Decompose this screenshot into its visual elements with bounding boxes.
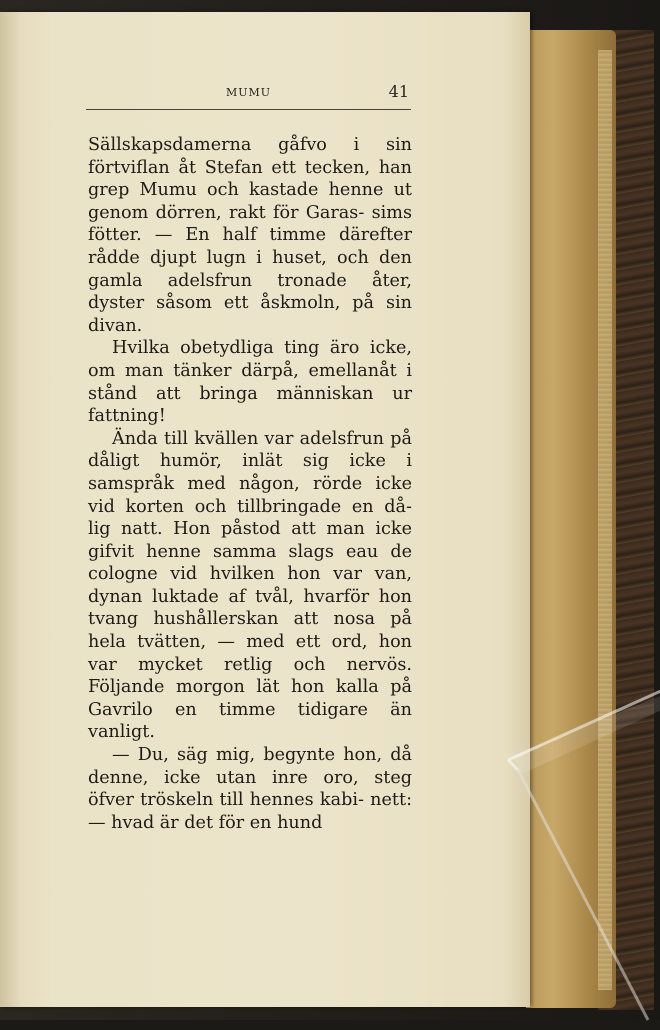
page-header — [86, 74, 411, 110]
body-text — [88, 134, 412, 834]
paragraph: Sällskapsdamerna gåfvo i sin förtviflan åt Stefan ett tecken, han grep Mumu och kastade henne ut genom dörren, rakt för Garas- sims fötter. — En half timme därefter rådde djupt lugn i huset, och den gamla adelsfrun tronade åter, dyster såsom ett åskmoln, på sin divan. — [88, 135, 412, 336]
page-edges — [526, 30, 616, 1008]
header-rule — [86, 109, 411, 110]
running-title: MUMU — [225, 86, 272, 99]
paragraph: Hvilka obetydliga ting äro icke, om man tänker därpå, emellanåt i stånd att bringa människan ur fattning! — [88, 338, 412, 427]
book-page — [0, 12, 530, 1007]
paragraph: — Du, säg mig, begynte hon, då denne, icke utan inre oro, steg öfver tröskeln till hennes kabi- nett: — hvad är det för en hund — [88, 745, 412, 833]
page-number: 41 — [388, 82, 409, 101]
paragraph: Ända till kvällen var adelsfrun på dåligt humör, inlät sig icke i samspråk med någon, rörde icke vid korten och tillbringade en då- lig natt. Hon påstod att man icke gifvit henne samma slags eau de cologne vid hvilken hon var van, dynan luktade af tvål, hvarför hon tvang hushållerskan att nosa på hela tvätten, — med ett ord, hon var mycket retlig och nervös. Följande morgon lät hon kalla på Gavrilo en timme tidigare än vanligt. — [88, 428, 412, 743]
